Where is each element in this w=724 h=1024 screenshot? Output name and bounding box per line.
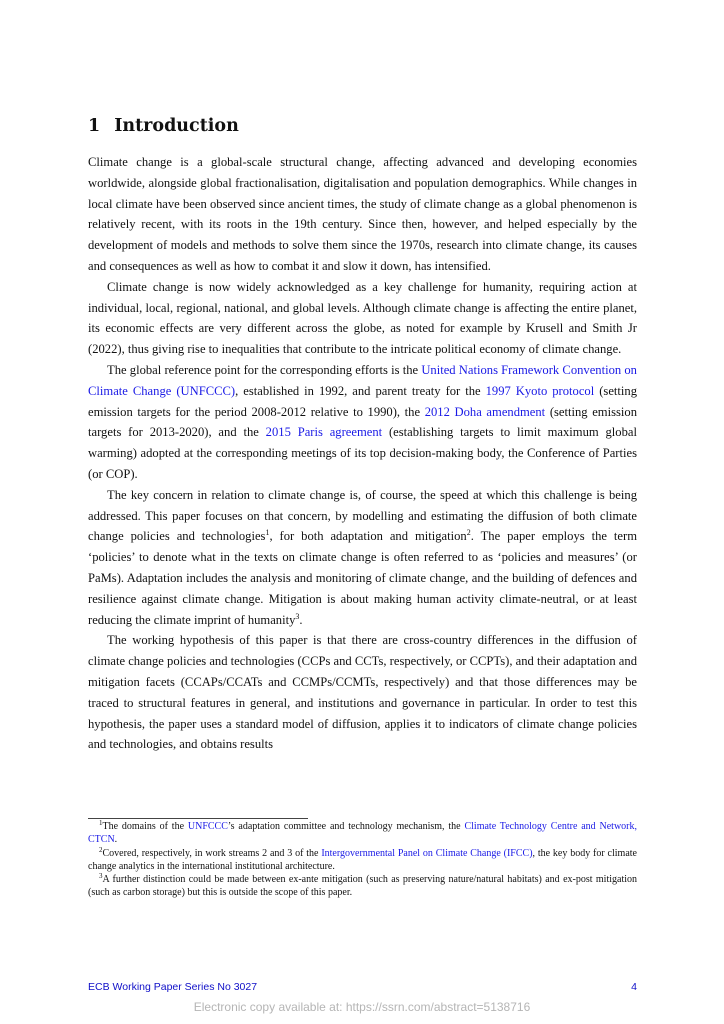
footnote-3 — [88, 873, 637, 900]
ctcn-link[interactable]: Climate Technology Centre and Network, CTCN — [88, 821, 637, 846]
paragraph-4-text: , for both adaptation and mitigation — [269, 529, 467, 544]
section-number: 1 — [88, 116, 101, 136]
unfccc-footnote-link[interactable]: UNFCCC — [187, 821, 228, 832]
paragraph-3-text: , established in 1992, and parent treaty for the — [235, 383, 486, 398]
paragraph-4 — [88, 485, 637, 631]
paragraph-3-text: (setting emission targets for 2013-2020), and the — [88, 404, 638, 440]
footnote-ref-3[interactable]: 3 — [295, 611, 300, 621]
paragraph-3-text: (setting emission targets for the period 2008-2012 relative to 1990), the — [88, 383, 637, 419]
ssrn-watermark[interactable]: Electronic copy available at: https://ssrn.com/abstract=5138716 — [193, 1000, 531, 1014]
paragraph-4-text: . — [299, 612, 303, 627]
footnote-text: , the key body for climate change analytics in the international institutional architecture. — [88, 847, 637, 872]
paris-agreement-link[interactable]: 2015 Paris agreement — [265, 425, 383, 440]
paragraph-3-text: (establishing targets to limit maximum global warming) adopted at the corresponding meetings of its top decision-making body, the Conference of Parties (or COP). — [88, 425, 637, 481]
footer-series: ECB Working Paper Series No 3027 — [88, 981, 258, 993]
paragraph-1: Climate change is a global-scale structural change, affecting advanced and developing economies worldwide, alongside global fractionalisation, digitalisation and population demographics. While changes in local climate have been observed since ancient times, the study of climate change as a global phenomenon is relatively recent, with its roots in the 19th century. Since then, however, and helped especially by the development of models and methods to solve them since the 1970s, research into climate change, its causes and consequences as well as how to combat it and slow it down, has intensified. — [88, 155, 637, 273]
unfccc-link[interactable]: United Nations Framework Convention on Climate Change (UNFCCC) — [88, 362, 637, 398]
footnote-2 — [88, 847, 637, 874]
ipcc-link[interactable]: Intergovernmental Panel on Climate Change (IFCC) — [321, 847, 533, 859]
footnote-text: . — [114, 834, 118, 846]
footnote-text: A further distinction could be made between ex-ante mitigation (such as preserving nature/natural habitats) and ex-post mitigation (such as carbon storage) but this is outside the scope of this paper. — [88, 874, 637, 899]
paragraph-4-text: . The paper employs the term ‘policies’ to denote what in the texts on climate change is often referred to as ‘policies and measures’ (or PaMs). Adaptation includes the analysis and monitoring of climate change, and the building of defences and resilience against climate change. Mitigation is about making human activity climate-neutral, or at least reducing the climate imprint of humanity — [88, 529, 637, 627]
section-heading — [88, 116, 239, 136]
doha-amendment-link[interactable]: 2012 Doha amendment — [424, 404, 546, 419]
paragraph-2: Climate change is now widely acknowledged as a key challenge for humanity, requiring action at individual, local, regional, national, and global levels. Although climate change is affecting the entire planet, its economic effects are very different across the globe, as noted for example by Krusell and Smith Jr (2022), thus giving rise to inequalities that contribute to the intricate political economy of climate change. — [88, 279, 637, 357]
footnote-text: The domains of the — [102, 821, 188, 832]
paragraph-3 — [88, 360, 637, 485]
paragraph-4-text: The key concern in relation to climate change is, of course, the speed at which this challenge is being addressed. This paper focuses on that concern, by modelling and estimating the diffusion of both climate change policies and technologies — [88, 487, 637, 544]
body-text — [88, 152, 637, 755]
paragraph-5: The working hypothesis of this paper is that there are cross-country differences in the diffusion of climate change policies and technologies (CCPs and CCTs, respectively, or CCPTs), and their adaptation and mitigation facets (CCAPs/CCATs and CCMPs/CCMTs, respectively) and that those differences may be traced to structural features in general, and institutions and governance in particular. In order to test this hypothesis, the paper uses a standard model of diffusion, applies it to indicators of climate change policies and technologies, and obtains results — [88, 633, 637, 752]
section-title: Introduction — [114, 116, 239, 136]
footnote-mark: 3 — [99, 872, 103, 881]
footnote-rule — [88, 818, 308, 819]
page-number: 4 — [631, 981, 637, 993]
footnote-text: Covered, respectively, in work streams 2 and 3 of the — [102, 847, 322, 859]
footnote-mark: 1 — [99, 819, 103, 827]
footnote-text: ’s adaptation committee and technology mechanism, the — [227, 821, 465, 832]
kyoto-protocol-link[interactable]: 1997 Kyoto protocol — [485, 383, 595, 398]
footnote-ref-1[interactable]: 1 — [265, 528, 270, 538]
footnotes — [88, 820, 637, 900]
footnote-ref-2[interactable]: 2 — [466, 528, 471, 538]
footnote-1 — [88, 820, 637, 847]
footnote-mark: 2 — [99, 845, 103, 854]
paragraph-3-text: The global reference point for the corresponding efforts is the — [107, 362, 422, 377]
